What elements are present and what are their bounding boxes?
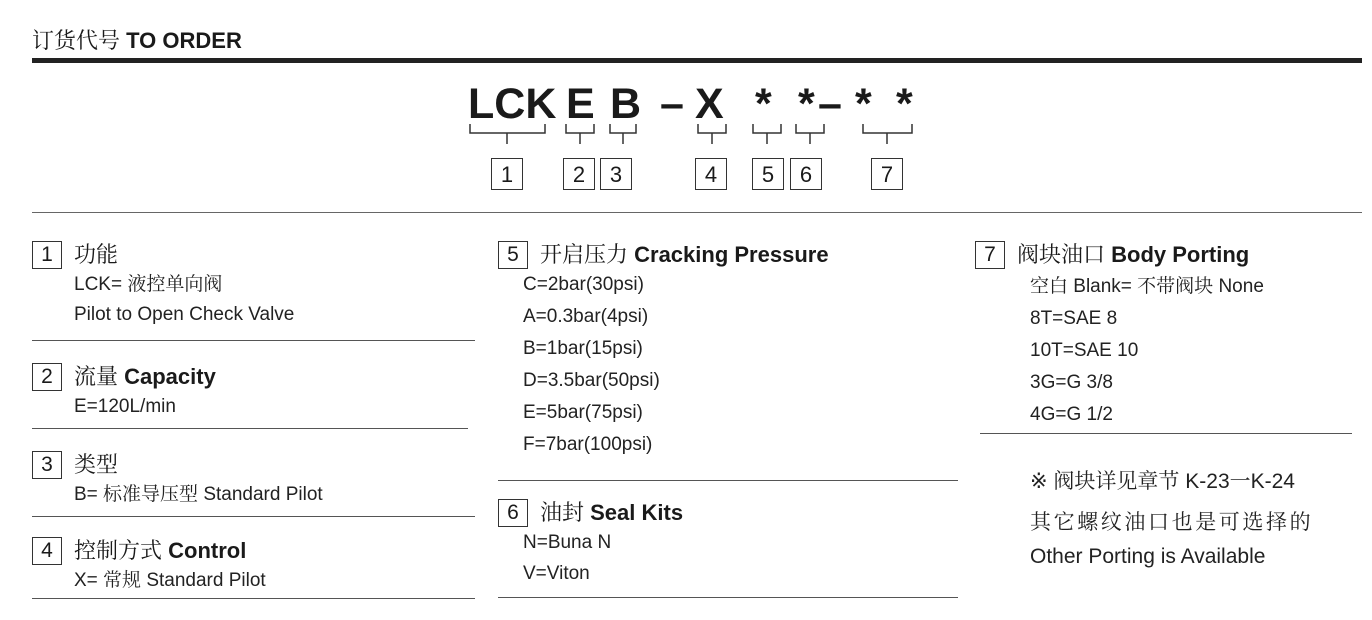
divider	[498, 480, 958, 481]
note-line: 其它螺纹油口也是可选择的	[1030, 511, 1314, 534]
section-7-body-porting	[975, 241, 1264, 427]
section-6-seal-kits	[498, 499, 683, 586]
code-segment-star-5: *	[755, 80, 772, 128]
section-4-number: 4	[32, 537, 62, 565]
divider	[32, 340, 475, 341]
section-5-heading	[498, 241, 829, 269]
code-box-2: 2	[563, 158, 595, 190]
title-cn: 订货代号	[32, 28, 127, 53]
code-segment-lck: LCK	[468, 80, 557, 128]
section-6-line: V=Viton	[523, 563, 590, 584]
code-segment-star-7b: *	[896, 80, 913, 128]
section-1-line: Pilot to Open Check Valve	[74, 304, 295, 325]
section-4-line: X= 常规 Standard Pilot	[74, 570, 266, 591]
section-2-title-cn: 流量	[74, 364, 125, 389]
section-1-title-cn: 功能	[74, 242, 119, 267]
section-2-number: 2	[32, 363, 62, 391]
section-rule	[32, 212, 1362, 213]
code-segment-e: E	[566, 80, 595, 128]
section-1-heading	[32, 241, 294, 269]
code-segment-star-7a: *	[855, 80, 872, 128]
section-2-capacity	[32, 363, 216, 419]
section-7-title-en: Body Porting	[1111, 242, 1250, 267]
section-5-number: 5	[498, 241, 528, 269]
section-5-line: E=5bar(75psi)	[523, 402, 643, 423]
section-1-line: LCK= 液控单向阀	[74, 274, 223, 295]
code-box-3: 3	[600, 158, 632, 190]
code-box-1: 1	[491, 158, 523, 190]
section-3-title-cn: 类型	[74, 452, 119, 477]
section-5-title-en: Cracking Pressure	[634, 242, 829, 267]
divider	[980, 433, 1352, 434]
section-4-title-en: Control	[168, 538, 247, 563]
code-box-6: 6	[790, 158, 822, 190]
section-5-line: B=1bar(15psi)	[523, 338, 643, 359]
section-6-number: 6	[498, 499, 528, 527]
note-line: ※ 阀块详见章节 K-23一K-24	[1030, 470, 1295, 493]
section-6-title-cn: 油封	[540, 500, 591, 525]
section-3-type	[32, 451, 323, 507]
section-7-number: 7	[975, 241, 1005, 269]
code-box-5: 5	[752, 158, 784, 190]
section-3-heading	[32, 451, 323, 479]
section-4-title-cn: 控制方式	[74, 538, 169, 563]
section-5-line: C=2bar(30psi)	[523, 274, 644, 295]
section-7-line: 3G=G 3/8	[1030, 372, 1113, 393]
note-line: Other Porting is Available	[1030, 545, 1266, 568]
section-6-line: N=Buna N	[523, 532, 612, 553]
section-7-title-cn: 阀块油口	[1017, 242, 1112, 267]
section-3-number: 3	[32, 451, 62, 479]
section-4-heading	[32, 537, 266, 565]
section-7-line: 8T=SAE 8	[1030, 308, 1118, 329]
divider	[32, 516, 475, 517]
porting-note	[1030, 465, 1295, 499]
section-7-heading	[975, 241, 1264, 269]
code-box-4: 4	[695, 158, 727, 190]
section-6-heading	[498, 499, 683, 527]
code-box-7: 7	[871, 158, 903, 190]
section-5-title-cn: 开启压力	[540, 242, 635, 267]
title-en: TO ORDER	[126, 28, 242, 53]
section-2-heading	[32, 363, 216, 391]
section-2-line: E=120L/min	[74, 396, 176, 417]
code-dash-2: –	[818, 80, 842, 128]
section-5-line: D=3.5bar(50psi)	[523, 370, 660, 391]
section-7-line: 10T=SAE 10	[1030, 340, 1139, 361]
section-2-title-en: Capacity	[124, 364, 216, 389]
section-4-control	[32, 537, 266, 593]
code-segment-x: X	[695, 80, 724, 128]
section-7-line: 空白 Blank= 不带阀块 None	[1030, 276, 1264, 297]
code-dash-1: –	[660, 80, 684, 128]
section-6-title-en: Seal Kits	[590, 500, 684, 525]
section-5-line: A=0.3bar(4psi)	[523, 306, 649, 327]
section-1-function	[32, 241, 294, 327]
divider	[32, 598, 475, 599]
code-segment-b: B	[610, 80, 642, 128]
code-segment-star-6: *	[798, 80, 815, 128]
section-3-line: B= 标准导压型 Standard Pilot	[74, 484, 323, 505]
section-7-line: 4G=G 1/2	[1030, 404, 1113, 425]
section-1-number: 1	[32, 241, 62, 269]
divider	[32, 428, 468, 429]
divider	[498, 597, 958, 598]
section-5-line: F=7bar(100psi)	[523, 434, 653, 455]
section-5-cracking-pressure	[498, 241, 829, 457]
porting-note	[1030, 506, 1313, 574]
